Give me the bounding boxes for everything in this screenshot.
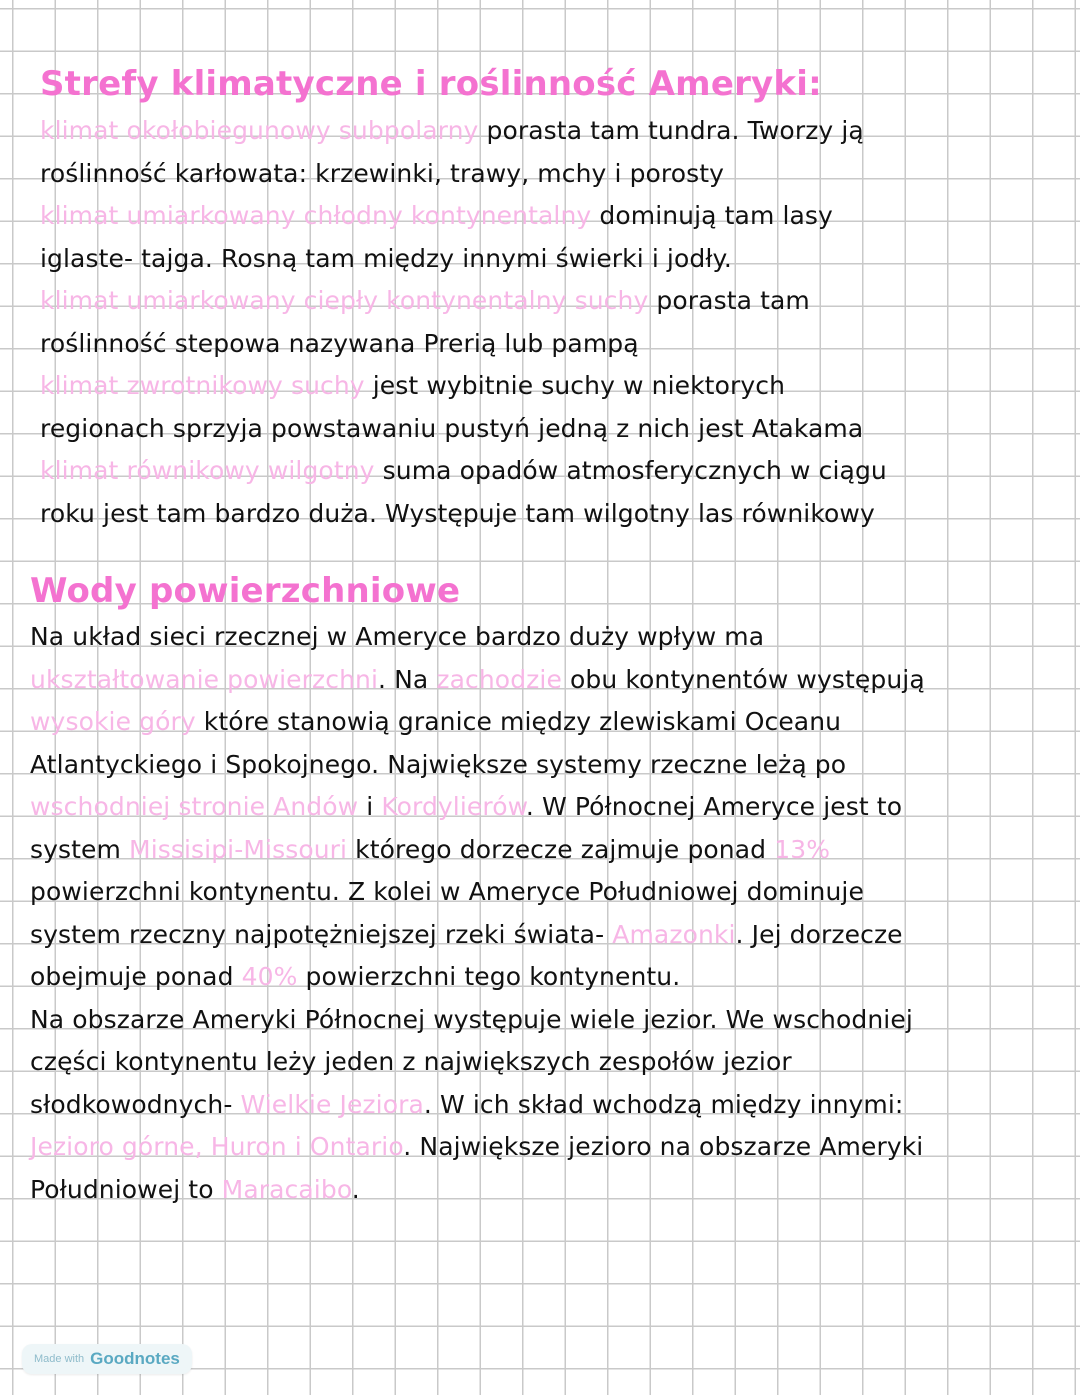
text-segment: roślinność karłowata: krzewinki, trawy, mchy i porosty bbox=[40, 158, 725, 188]
text-segment: . W ich skład wchodzą między innymi: bbox=[423, 1089, 904, 1119]
text-line bbox=[40, 110, 864, 153]
highlighted-term: klimat umiarkowany ciepły kontynentalny suchy bbox=[40, 286, 649, 315]
text-segment: które stanowią granice między zlewiskami Oceanu bbox=[195, 707, 842, 736]
text-segment: roku jest tam bardzo duża. Występuje tam wilgotny las równikowy bbox=[40, 498, 875, 528]
text-line bbox=[40, 450, 887, 493]
text-segment: system bbox=[30, 834, 130, 864]
text-segment: części kontynentu leży jeden z największych zespołów jezior bbox=[30, 1047, 792, 1076]
text-line bbox=[30, 616, 764, 659]
highlighted-term: 13% bbox=[774, 834, 831, 864]
section-title-surface-waters: Wody powierzchniowe bbox=[30, 571, 461, 611]
text-segment: jest wybitnie suchy w niektorych bbox=[364, 371, 786, 400]
text-segment: . W Północnej Ameryce jest to bbox=[525, 792, 903, 821]
text-line bbox=[30, 659, 925, 702]
text-line bbox=[30, 744, 846, 787]
highlighted-term: klimat zwrotnikowy suchy bbox=[40, 371, 365, 400]
section-title-climate-zones: Strefy klimatyczne i roślinność Ameryki: bbox=[40, 64, 822, 104]
text-segment: . bbox=[351, 1174, 360, 1204]
text-segment: . Jej dorzecze bbox=[735, 919, 903, 949]
highlighted-term: ukształtowanie powierzchni bbox=[30, 664, 378, 694]
text-line bbox=[30, 1084, 903, 1127]
highlighted-term: 40% bbox=[241, 962, 298, 991]
highlighted-term: Jezioro górne, Huron i Ontario bbox=[30, 1132, 404, 1161]
text-line bbox=[30, 701, 841, 744]
text-segment: porasta tam tundra. Tworzy ją bbox=[478, 116, 864, 145]
text-segment: i bbox=[358, 792, 382, 821]
highlighted-term: wschodniej stronie Andów bbox=[30, 792, 359, 821]
text-segment: którego dorzecze zajmuje ponad bbox=[347, 834, 775, 864]
highlighted-term: wysokie góry bbox=[30, 707, 196, 736]
text-segment: powierzchni tego kontynentu. bbox=[297, 962, 681, 991]
text-segment: iglaste- tajga. Rosną tam między innymi świerki i jodły. bbox=[40, 243, 732, 273]
text-segment: obejmuje ponad bbox=[30, 962, 242, 991]
text-segment: suma opadów atmosferycznych w ciągu bbox=[374, 456, 887, 485]
badge-made-with-text: Made with bbox=[34, 1353, 85, 1365]
text-segment: regionach sprzyja powstawaniu pustyń jedną z nich jest Atakama bbox=[40, 413, 864, 443]
goodnotes-badge bbox=[22, 1344, 192, 1374]
highlighted-term: Wielkie Jeziora bbox=[240, 1089, 424, 1119]
text-segment: obu kontynentów występują bbox=[561, 664, 925, 694]
text-segment: roślinność stepowa nazywana Prerią lub pampą bbox=[40, 328, 639, 358]
text-line bbox=[30, 1126, 923, 1169]
text-segment: . Największe jezioro na obszarze Ameryki bbox=[403, 1132, 924, 1161]
text-line bbox=[30, 914, 903, 957]
highlighted-term: Amazonki bbox=[612, 919, 736, 949]
text-line bbox=[40, 153, 724, 196]
text-segment: system rzeczny najpotężniejszej rzeki świata- bbox=[30, 919, 613, 949]
text-segment: powierzchni kontynentu. Z kolei w Ameryce Południowej dominuje bbox=[30, 877, 864, 906]
text-line bbox=[40, 195, 833, 238]
text-line bbox=[30, 786, 902, 829]
highlighted-term: klimat równikowy wilgotny bbox=[40, 456, 375, 485]
highlighted-term: Missisipi-Missouri bbox=[129, 834, 348, 864]
badge-brand-text: Goodnotes bbox=[90, 1349, 180, 1368]
text-line bbox=[40, 238, 732, 281]
text-line bbox=[30, 999, 913, 1042]
highlighted-term: klimat umiarkowany chłodny kontynentalny bbox=[40, 201, 592, 230]
highlighted-term: Kordylierów bbox=[381, 792, 526, 821]
text-segment: dominują tam lasy bbox=[591, 201, 833, 230]
text-line bbox=[40, 323, 639, 366]
text-segment: . Na bbox=[378, 664, 437, 694]
text-segment: Atlantyckiego i Spokojnego. Największe systemy rzeczne leżą po bbox=[30, 749, 847, 779]
text-segment: Na układ sieci rzecznej w Ameryce bardzo duży wpływ ma bbox=[30, 622, 765, 651]
text-line bbox=[30, 829, 830, 872]
text-line bbox=[40, 493, 875, 536]
highlighted-term: Maracaibo bbox=[221, 1174, 352, 1204]
text-line bbox=[30, 956, 680, 999]
highlighted-term: zachodzie bbox=[436, 664, 562, 694]
text-segment: Na obszarze Ameryki Północnej występuje wiele jezior. We wschodniej bbox=[30, 1004, 913, 1034]
text-line bbox=[30, 1041, 792, 1084]
text-segment: Południowej to bbox=[30, 1174, 222, 1204]
text-segment: słodkowodnych- bbox=[30, 1089, 241, 1119]
text-line bbox=[30, 1169, 360, 1212]
text-line bbox=[40, 365, 785, 408]
text-line bbox=[30, 871, 864, 914]
text-line bbox=[40, 408, 863, 451]
text-segment: porasta tam bbox=[648, 286, 810, 315]
text-line bbox=[40, 280, 810, 323]
highlighted-term: klimat okołobiegunowy subpolarny bbox=[40, 116, 479, 145]
